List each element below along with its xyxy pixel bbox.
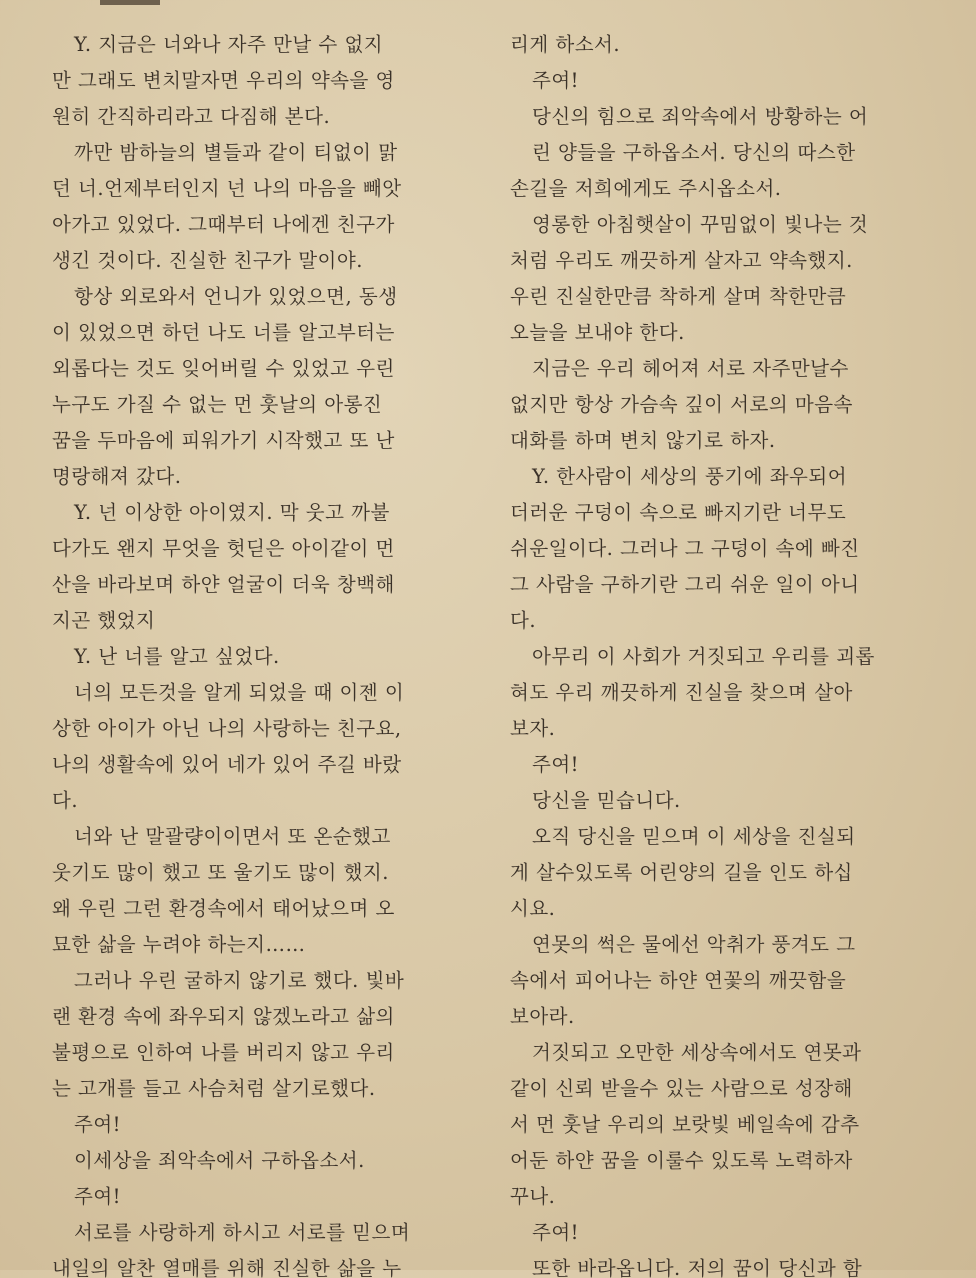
text-line: 대화를 하며 변치 않기로 하자. [510,429,776,450]
text-line: 쉬운일이다. 그러나 그 구덩이 속에 빠진 [510,537,860,558]
text-line: 또한 바라옵니다. 저의 꿈이 당신과 함 [532,1257,863,1278]
text-line: 지곤 했었지 [52,609,156,630]
text-line: 린 양들을 구하옵소서. 당신의 따스한 [532,141,856,162]
text-line: 지금은 우리 헤어져 서로 자주만날수 [532,357,849,378]
text-line: 주여! [532,1221,580,1242]
text-line: 서로를 사랑하게 하시고 서로를 믿으며 [74,1221,411,1242]
text-line: 꿈을 두마음에 피워가기 시작했고 또 난 [52,429,395,450]
text-line: 오직 당신을 믿으며 이 세상을 진실되 [532,825,856,846]
text-line: 까만 밤하늘의 별들과 같이 티없이 맑 [74,141,398,162]
text-line: 주여! [74,1113,122,1134]
text-line: 처럼 우리도 깨끗하게 살자고 약속했지. [510,249,853,270]
text-line: Y. 넌 이상한 아이였지. 막 웃고 까불 [74,501,390,522]
text-line: 왜 우린 그런 환경속에서 태어났으며 오 [52,897,395,918]
text-line: 묘한 삶을 누려야 하는지…… [52,933,306,954]
text-line: 불평으로 인하여 나를 버리지 않고 우리 [52,1041,395,1062]
text-line: 영롱한 아침햇살이 꾸밈없이 빛나는 것 [532,213,869,234]
text-line: 너의 모든것을 알게 되었을 때 이젠 이 [74,681,405,702]
text-line: 주여! [532,753,580,774]
text-line: 보자. [510,717,556,738]
text-line: 꾸나. [510,1185,556,1206]
text-line: 우린 진실한만큼 착하게 살며 착한만큼 [510,285,847,306]
text-line: 던 너.언제부터인지 넌 나의 마음을 빼앗 [52,177,402,198]
text-line: 당신을 믿습니다. [532,789,681,810]
text-line: 연못의 썩은 물에선 악취가 풍겨도 그 [532,933,856,954]
text-line: 외롭다는 것도 잊어버릴 수 있었고 우린 [52,357,395,378]
text-line: 내일의 알찬 열매를 위해 진실한 삶을 누 [52,1257,402,1278]
text-line: 아무리 이 사회가 거짓되고 우리를 괴롭 [532,645,875,666]
text-line: 속에서 피어나는 하얀 연꽃의 깨끗함을 [510,969,847,990]
text-line: 이 있었으면 하던 나도 너를 알고부터는 [52,321,395,342]
text-line: 그러나 우린 굴하지 않기로 했다. 빛바 [74,969,405,990]
text-line: 혀도 우리 깨끗하게 진실을 찾으며 살아 [510,681,853,702]
text-line: 보아라. [510,1005,575,1026]
text-line: 같이 신뢰 받을수 있는 사람으로 성장해 [510,1077,853,1098]
text-line: 나의 생활속에 있어 네가 있어 주길 바랐 [52,753,402,774]
text-line: 원히 간직하리라고 다짐해 본다. [52,105,331,126]
text-line: 게 살수있도록 어린양의 길을 인도 하십 [510,861,853,882]
text-line: 생긴 것이다. 진실한 친구가 말이야. [52,249,363,270]
text-line: 누구도 가질 수 없는 먼 훗날의 아롱진 [52,393,383,414]
text-line: 주여! [532,69,580,90]
text-line: 항상 외로와서 언니가 있었으면, 동생 [74,285,398,306]
text-line: 없지만 항상 가슴속 깊이 서로의 마음속 [510,393,853,414]
text-line: 오늘을 보내야 한다. [510,321,685,342]
text-line: 어둔 하얀 꿈을 이룰수 있도록 노력하자 [510,1149,853,1170]
text-line: 이세상을 죄악속에서 구하옵소서. [74,1149,365,1170]
text-line: 손길을 저희에게도 주시옵소서. [510,177,782,198]
text-line: 다. [52,789,79,810]
right-column [510,18,922,1278]
text-line: 만 그래도 변치말자면 우리의 약속을 영 [52,69,395,90]
text-line: 더러운 구덩이 속으로 빠지기란 너무도 [510,501,847,522]
text-line: 랜 환경 속에 좌우되지 않겠노라고 삶의 [52,1005,395,1026]
text-line: Y. 한사람이 세상의 풍기에 좌우되어 [532,465,848,486]
text-line: Y. 난 너를 알고 싶었다. [74,645,280,666]
page-header-mark [100,0,160,5]
text-line: 명랑해져 갔다. [52,465,182,486]
text-line: Y. 지금은 너와나 자주 만날 수 없지 [74,33,384,54]
text-line: 주여! [74,1185,122,1206]
text-line: 산을 바라보며 하얀 얼굴이 더욱 창백해 [52,573,395,594]
text-line: 시요. [510,897,556,918]
text-line: 당신의 힘으로 죄악속에서 방황하는 어 [532,105,869,126]
text-line: 너와 난 말괄량이이면서 또 온순했고 [74,825,391,846]
text-line: 는 고개를 들고 사슴처럼 살기로했다. [52,1077,376,1098]
text-line: 다. [510,609,537,630]
text-line: 웃기도 많이 했고 또 울기도 많이 했지. [52,861,389,882]
text-line: 그 사람을 구하기란 그리 쉬운 일이 아니 [510,573,860,594]
text-line: 서 먼 훗날 우리의 보랏빛 베일속에 감추 [510,1113,860,1134]
text-line: 리게 하소서. [510,33,621,54]
text-line: 아가고 있었다. 그때부터 나에겐 친구가 [52,213,395,234]
left-column [52,18,462,1278]
text-line: 상한 아이가 아닌 나의 사랑하는 친구요, [52,717,402,738]
text-line: 거짓되고 오만한 세상속에서도 연못과 [532,1041,862,1062]
text-line: 다가도 왠지 무엇을 헛딛은 아이같이 먼 [52,537,395,558]
